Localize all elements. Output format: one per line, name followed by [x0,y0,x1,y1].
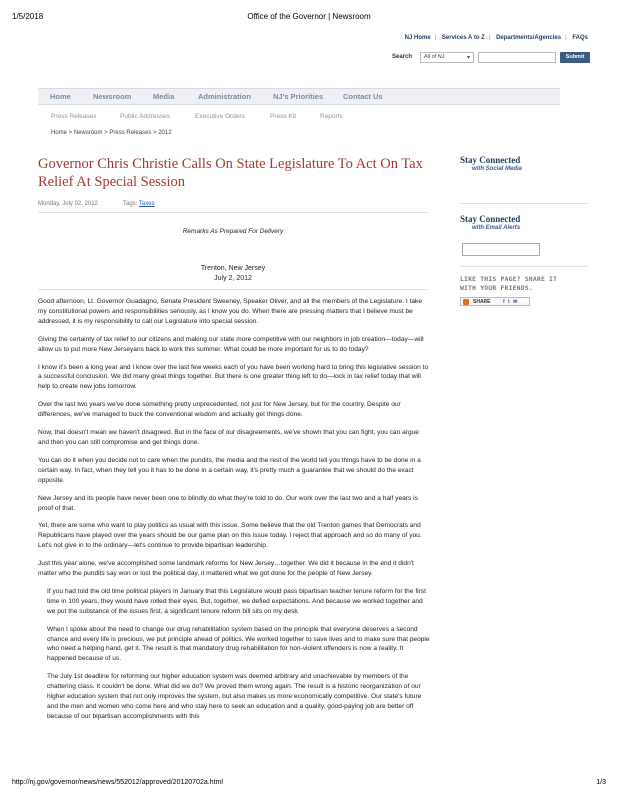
print-url: http://nj.gov/governor/news/news/552012/approved/20120702a.html [12,779,223,786]
paragraph: Good afternoon, Lt. Governor Guadagno, Senate President Sweeney, Speaker Oliver, and all the members of the Legislature. I take my constitutional powers and responsibilities seriously, as I know you do. When there are pressing matters that I believe must be addressed, it is my responsibility to call our Legislature into special session. [38,298,423,325]
link-faqs[interactable]: FAQs [572,35,588,41]
sidebar-email-title: Stay Connected [460,214,521,224]
dateline [38,264,428,284]
share-prompt [460,275,557,293]
nav-newsroom[interactable]: Newsroom [93,92,132,101]
dateline-date: July 2, 2012 [214,275,252,282]
tag-link-taxes[interactable]: Taxes [138,201,155,207]
tags-label: Tags: [123,201,138,207]
paragraph: New Jersey and its people have never been one to blindly do what they're told to do. Our work over the last two and a half years is proof of that. [38,494,418,512]
article-body [38,297,430,730]
sidebar-email-sub: with Email Alerts [472,225,521,231]
sidebar-social[interactable] [460,155,522,172]
sidebar-social-sub: with Social Media [472,166,523,172]
breadcrumb[interactable]: Home > Newsroom > Press Releases > 2012 [51,130,172,136]
link-nj-home[interactable]: NJ Home [404,35,431,41]
article-meta [38,201,155,207]
share-prompt-line2: WITH YOUR FRIENDS. [460,284,533,292]
divider [38,289,428,290]
nav-media[interactable]: Media [153,92,175,101]
paragraph: You can do it when you decide not to care when the pundits, the media and the rest of the world tell you things have to be done in a certain way. In fact, when they tell you it has to be done in a certain way, it's pretty much a guarantee that we should do the exact opposite. [38,456,421,484]
indented-paragraph: When I spoke about the need to change our drug rehabilitation system based on the principle that everyone deserves a second chance and every life is precious, we put principle ahead of politics. We worked together to save lives and to make sure that people who need a helping hand, get it. The result is that mandatory drug rehabilitation for non-violent offenders is now a reality. It happened because of us. [47,625,430,663]
paragraph: Now, that doesn't mean we haven't disagreed. But in the face of our disagreements, we've shown that you can fight, you can argue and then you can still compromise and get things done. [38,429,419,446]
divider [460,266,588,267]
sidebar-social-title: Stay Connected [460,155,521,165]
article-tags [123,201,155,207]
share-icon [463,299,469,305]
main-nav [38,88,560,105]
nav-nj-priorities[interactable]: NJ's Priorities [273,92,324,101]
email-field[interactable] [462,243,540,256]
indented-paragraph: The July 1st deadline for reforming our higher education system was deemed arbitrary and unachievable by members of the chattering class. It couldn't be done. What did we do? We proved them wrong again. The result is a historic reorganization of our higher education system that not only improves the system, but also makes us more economically competitive. Our state's future and the men and women who come here and who stay here to seek an education and a quality, good-paying job are better off because of our bipartisan accomplishments with this [47,673,422,720]
remarks-note: Remarks As Prepared For Delivery [182,228,284,235]
chevron-down-icon: ▾ [466,55,470,61]
article-date: Monday, July 02, 2012 [38,201,98,207]
search-input[interactable] [478,52,556,63]
nav-home[interactable]: Home [50,92,71,101]
share-prompt-line1: LIKE THIS PAGE? SHARE IT [460,275,558,283]
search-label: Search [392,54,413,60]
subnav-executive-orders[interactable]: Executive Orders [195,113,245,120]
print-title: Office of the Governor | Newsroom [247,12,371,21]
nav-contact-us[interactable]: Contact Us [343,92,383,101]
subnav-press-kit[interactable]: Press Kit [270,113,297,120]
print-date: 1/5/2018 [12,12,44,21]
sidebar-email[interactable] [460,214,520,231]
paragraph: Giving the certainty of tax relief to our citizens and making our state more competitive with our neighbors in job creation—today—will allow us to put more New Jerseyans back to work this summer. What could be more important for us to do today? [38,335,424,353]
share-button[interactable] [460,297,530,306]
paragraph: Yet, there are some who want to play politics as usual with this issue. Some believe that the old Trenton games that Democrats and Republicans have played over the years should be our game plan on this issue today. I reject that approach and so do many of you. Let's not give in to the ordinary—let's continue to provide bipartisan leadership. [38,522,422,550]
subnav-public-addresses[interactable]: Public Addresses [120,113,170,120]
divider [38,212,428,213]
page-title: Governor Chris Christie Calls On State Legislature To Act On Tax Relief At Special Session [38,156,423,190]
search-submit-button[interactable]: Submit [560,52,590,63]
subnav-press-releases[interactable]: Press Releases [51,113,97,120]
dateline-location: Trenton, New Jersey [200,265,266,272]
divider [460,203,588,204]
paragraph: I know it's been a long year and I know over the last few weeks each of you have been working hard to bring this legislative session to a successful conclusion. We did many great things together. But there is one greater thing left to do—lock in tax relief today that will help to create new jobs tomorrow. [38,363,429,391]
search-scope-value: All of NJ [424,54,445,60]
print-page-number: 1/3 [596,779,606,786]
indented-paragraph: If you had told the old time political players in January that this Legislature would pass bipartisan teacher tenure reform for the first time in 100 years, they would have rolled their eyes. But, together, we defied expectations. And because we worked together and we put the substance of the issues first, a significant tenure reform bill sits on my desk. [47,587,426,615]
link-services-a-to-z[interactable]: Services A to Z [441,35,485,41]
nav-administration[interactable]: Administration [198,92,251,101]
paragraph: Just this year alone, we've accomplished some landmark reforms for New Jersey…together. We did it because in the end it didn't matter who the pundits say won or lost the political day, it mattered what we got done for the people of New Jersey. [38,560,414,578]
utility-links: NJ Home | Services A to Z | Departments/Agencies | FAQs [404,35,588,41]
link-departments-agencies[interactable]: Departments/Agencies [496,35,562,41]
social-service-icons[interactable]: f t ✉ [503,299,519,305]
search-scope-select[interactable] [420,52,474,63]
subnav-reports[interactable]: Reports [320,113,343,120]
paragraph: Over the last two years we've done something pretty unprecedented, not just for New Jersey, but for the country. Despite our differences, we've managed to buck the conventional wisdom and actually get things done. [38,401,401,419]
indented-section [38,587,430,722]
share-label: SHARE [473,299,491,305]
